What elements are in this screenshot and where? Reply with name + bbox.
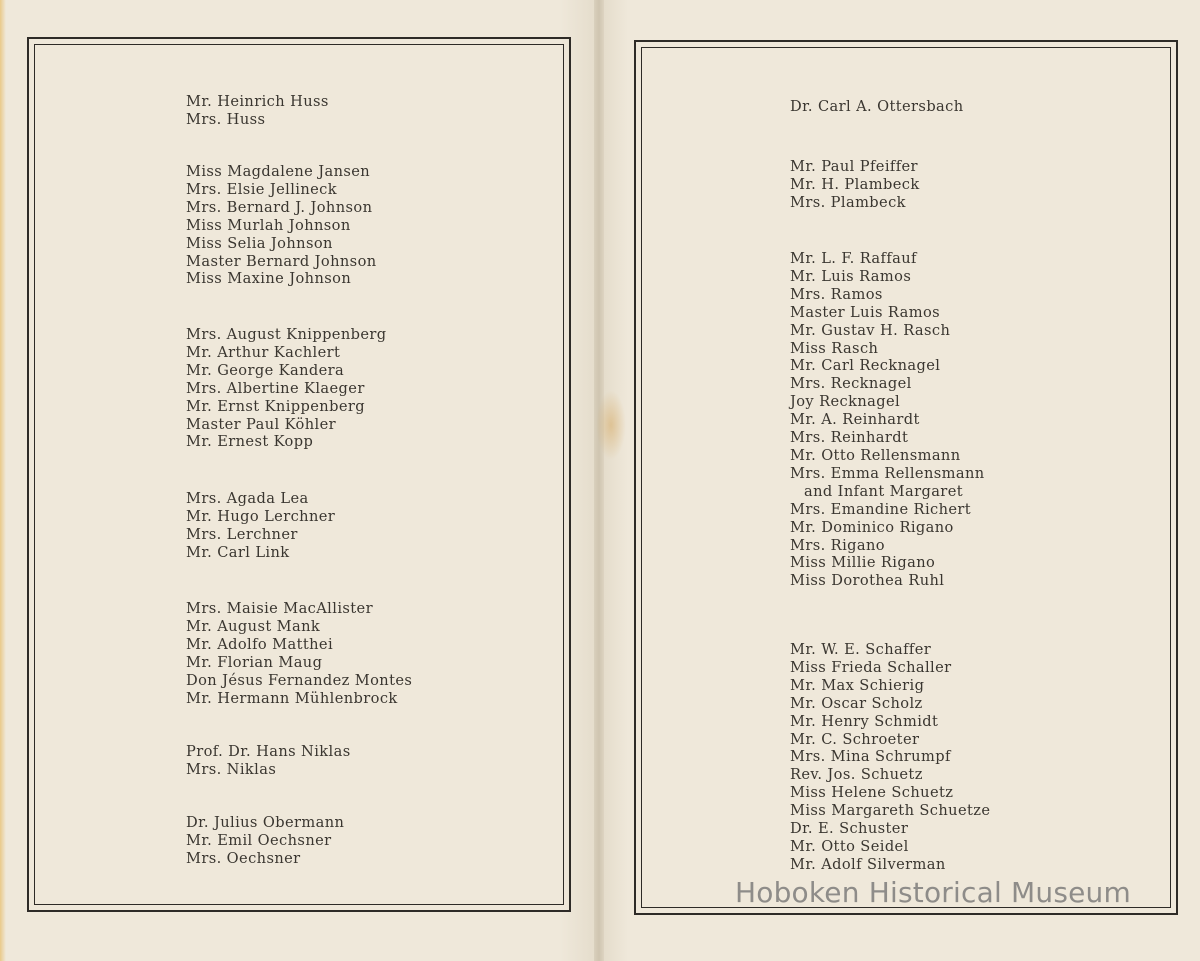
list-item: and Infant Margaret xyxy=(804,482,963,500)
list-item: Mr. Florian Maug xyxy=(186,653,323,671)
list-item: Mr. Dominico Rigano xyxy=(790,518,954,536)
list-item: Don Jésus Fernandez Montes xyxy=(186,671,413,689)
list-item: Mrs. Huss xyxy=(186,110,266,128)
list-item: Mr. Adolfo Matthei xyxy=(186,635,334,653)
list-item: Mrs. Oechsner xyxy=(186,849,301,867)
right-name-list xyxy=(790,98,990,874)
list-item: Miss Dorothea Ruhl xyxy=(790,572,945,590)
list-item: Miss Millie Rigano xyxy=(790,554,936,572)
list-item: Mr. Henry Schmidt xyxy=(790,712,939,730)
list-item: Mr. Ernest Kopp xyxy=(186,433,314,451)
list-item: Mr. Emil Oechsner xyxy=(186,831,332,849)
list-item: Mr. H. Plambeck xyxy=(790,175,920,193)
book-gutter xyxy=(594,0,604,961)
name-group-s xyxy=(790,641,990,874)
list-item: Mr. George Kandera xyxy=(186,361,345,379)
list-item: Mr. Carl Link xyxy=(186,543,290,561)
list-item: Mrs. Emandine Richert xyxy=(790,500,972,518)
watermark: Hoboken Historical Museum xyxy=(735,876,1131,909)
list-item: Mr. Hermann Mühlenbrock xyxy=(186,689,398,707)
list-item: Dr. Carl A. Ottersbach xyxy=(790,98,964,115)
list-item: Miss Helene Schuetz xyxy=(790,784,954,802)
list-item: Miss Selia Johnson xyxy=(186,234,333,252)
name-group-p xyxy=(790,158,990,250)
list-item: Miss Maxine Johnson xyxy=(186,270,352,288)
list-item: Mr. Gustav H. Rasch xyxy=(790,321,951,339)
list-item: Master Bernard Johnson xyxy=(186,252,377,270)
list-item: Mr. Adolf Silverman xyxy=(790,855,946,873)
list-item: Mr. C. Schroeter xyxy=(790,730,920,748)
list-item: Dr. Julius Obermann xyxy=(186,814,345,831)
list-item: Mrs. Plambeck xyxy=(790,193,906,211)
list-item: Mrs. Albertine Klaeger xyxy=(186,379,365,397)
name-group-k xyxy=(186,326,412,490)
list-item: Miss Murlah Johnson xyxy=(186,216,351,234)
name-group-o xyxy=(186,814,412,868)
list-item: Mrs. Emma Rellensmann xyxy=(790,464,985,482)
list-item: Mrs. Elsie Jellineck xyxy=(186,180,337,198)
list-item: Rev. Jos. Schuetz xyxy=(790,766,923,784)
list-item: Master Paul Köhler xyxy=(186,415,336,433)
list-item: Mr. Max Schierig xyxy=(790,676,925,694)
list-item: Mr. Otto Seidel xyxy=(790,837,909,855)
list-item: Mrs. Agada Lea xyxy=(186,490,309,507)
list-item: Mrs. Reinhardt xyxy=(790,429,909,447)
list-item: Mrs. Mina Schrumpf xyxy=(790,748,951,766)
list-item: Mr. Hugo Lerchner xyxy=(186,507,336,525)
list-item: Mrs. August Knippenberg xyxy=(186,326,387,343)
list-item: Mrs. Rigano xyxy=(790,536,885,554)
list-item: Dr. E. Schuster xyxy=(790,820,909,838)
list-item: Master Luis Ramos xyxy=(790,303,941,321)
list-item: Mr. Arthur Kachlert xyxy=(186,343,341,361)
name-group-l xyxy=(186,490,412,600)
list-item: Miss Magdalene Jansen xyxy=(186,163,371,180)
list-item: Mrs. Ramos xyxy=(790,285,883,303)
list-item: Mr. Carl Recknagel xyxy=(790,357,941,375)
list-item: Mrs. Bernard J. Johnson xyxy=(186,198,373,216)
list-item: Mrs. Maisie MacAllister xyxy=(186,600,373,617)
list-item: Mr. W. E. Schaffer xyxy=(790,641,932,658)
list-item: Miss Rasch xyxy=(790,339,879,357)
name-group-j xyxy=(186,163,412,326)
list-item: Joy Recknagel xyxy=(790,393,901,411)
list-item: Mr. Paul Pfeiffer xyxy=(790,158,918,175)
list-item: Mr. A. Reinhardt xyxy=(790,411,920,429)
list-item: Prof. Dr. Hans Niklas xyxy=(186,743,351,760)
list-item: Mr. L. F. Raffauf xyxy=(790,250,917,267)
left-name-list xyxy=(186,93,412,868)
list-item: Miss Margareth Schuetze xyxy=(790,802,991,820)
list-item: Mrs. Niklas xyxy=(186,760,277,778)
list-item: Mr. Ernst Knippenberg xyxy=(186,397,365,415)
list-item: Mrs. Lerchner xyxy=(186,525,298,543)
list-item: Mr. Heinrich Huss xyxy=(186,93,329,110)
list-item: Mrs. Recknagel xyxy=(790,375,912,393)
name-group-o2 xyxy=(790,98,990,158)
list-item: Mr. August Mank xyxy=(186,617,321,635)
name-group-h xyxy=(186,93,412,163)
page-stain xyxy=(596,390,626,460)
list-item: Mr. Otto Rellensmann xyxy=(790,446,961,464)
name-group-m xyxy=(186,600,412,743)
list-item: Mr. Oscar Scholz xyxy=(790,694,923,712)
name-group-n xyxy=(186,743,412,814)
list-item: Miss Frieda Schaller xyxy=(790,658,952,676)
list-item: Mr. Luis Ramos xyxy=(790,267,912,285)
name-group-r xyxy=(790,250,990,641)
